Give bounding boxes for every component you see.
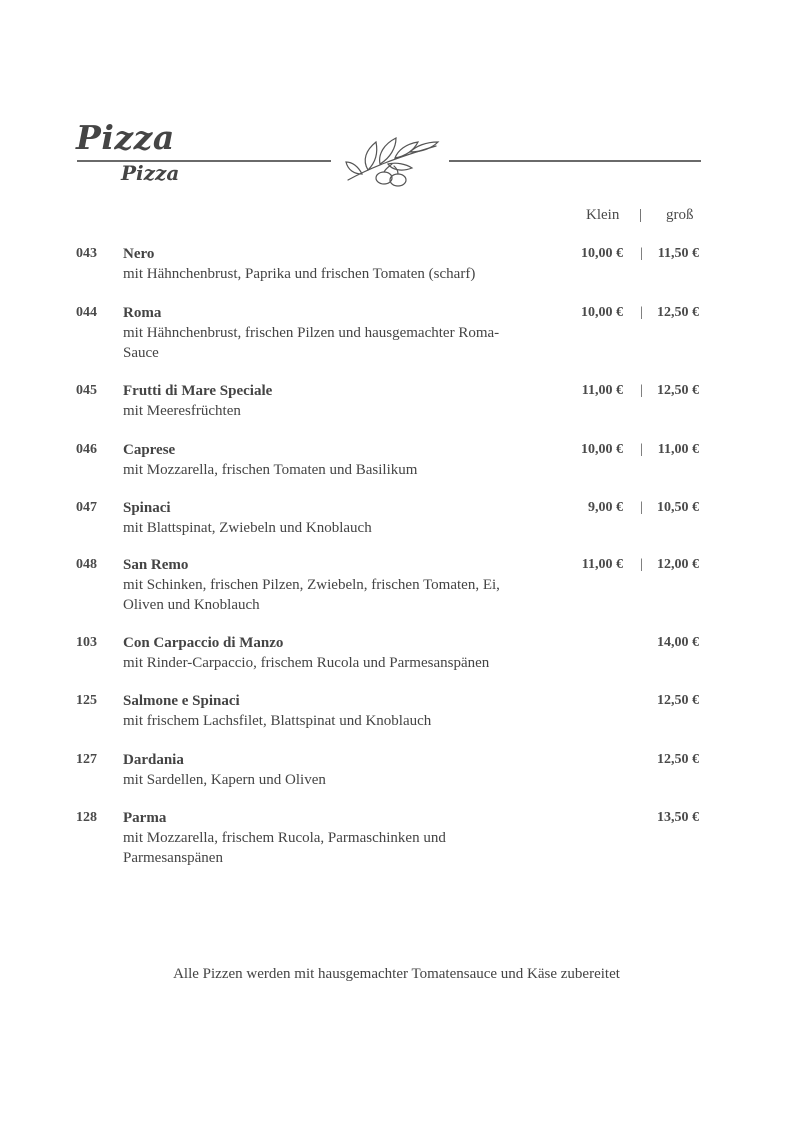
price-separator: | [640, 557, 643, 572]
price-separator: | [640, 383, 643, 398]
price-gross: 12,50 € [657, 305, 699, 320]
item-description: mit Meeresfrüchten [123, 403, 241, 419]
item-number: 127 [76, 752, 97, 767]
item-name: Roma [123, 305, 162, 321]
header-rule-right [449, 160, 701, 162]
price-klein: 10,00 € [581, 305, 623, 320]
item-number: 047 [76, 500, 97, 515]
item-number: 048 [76, 557, 97, 572]
price-gross: 11,50 € [657, 246, 699, 261]
column-header-separator: | [639, 207, 643, 223]
item-number: 128 [76, 810, 97, 825]
price-klein: 11,00 € [581, 383, 623, 398]
price-single: 12,50 € [657, 752, 699, 767]
item-name: Salmone e Spinaci [123, 693, 240, 709]
item-name: San Remo [123, 557, 189, 573]
item-name: Parma [123, 810, 167, 826]
item-number: 044 [76, 305, 97, 320]
item-description: mit Mozzarella, frischem Rucola, Parmaschinken und Parmesanspänen [123, 830, 446, 866]
price-separator: | [640, 305, 643, 320]
item-name: Nero [123, 246, 155, 262]
price-gross: 12,00 € [657, 557, 699, 572]
price-single: 12,50 € [657, 693, 699, 708]
price-gross: 10,50 € [657, 500, 699, 515]
item-description: mit Rinder-Carpaccio, frischem Rucola und Parmesanspänen [123, 655, 490, 671]
item-description: mit Mozzarella, frischen Tomaten und Basilikum [123, 462, 418, 478]
price-separator: | [640, 442, 643, 457]
column-header-klein: Klein [586, 207, 620, 223]
item-number: 043 [76, 246, 97, 261]
item-description: mit Blattspinat, Zwiebeln und Knoblauch [123, 520, 372, 536]
olive-branch-icon [340, 128, 444, 192]
item-description: mit Hähnchenbrust, frischen Pilzen und hausgemachter Roma-Sauce [123, 325, 500, 361]
price-klein: 11,00 € [581, 557, 623, 572]
price-separator: | [640, 246, 643, 261]
item-number: 103 [76, 635, 97, 650]
price-klein: 9,00 € [588, 500, 623, 515]
item-description: mit frischem Lachsfilet, Blattspinat und Knoblauch [123, 713, 432, 729]
price-klein: 10,00 € [581, 246, 623, 261]
footer-note: Alle Pizzen werden mit hausgemachter Tomatensauce und Käse zubereitet [173, 966, 620, 982]
item-number: 046 [76, 442, 97, 457]
price-klein: 10,00 € [581, 442, 623, 457]
column-header-gross: groß [666, 207, 694, 223]
section-subtitle: Pizza [121, 161, 180, 185]
price-gross: 12,50 € [657, 383, 699, 398]
item-number: 125 [76, 693, 97, 708]
item-name: Spinaci [123, 500, 171, 516]
item-name: Frutti di Mare Speciale [123, 383, 273, 399]
item-description: mit Sardellen, Kapern und Oliven [123, 772, 326, 788]
section-title: Pizza [76, 118, 175, 157]
item-description: mit Hähnchenbrust, Paprika und frischen Tomaten (scharf) [123, 266, 476, 282]
item-name: Caprese [123, 442, 176, 458]
price-separator: | [640, 500, 643, 515]
item-number: 045 [76, 383, 97, 398]
item-name: Dardania [123, 752, 184, 768]
item-description: mit Schinken, frischen Pilzen, Zwiebeln, frischen Tomaten, Ei, Oliven und Knoblauch [123, 577, 500, 613]
price-single: 14,00 € [657, 635, 699, 650]
header-rule-left [77, 160, 331, 162]
price-single: 13,50 € [657, 810, 699, 825]
price-gross: 11,00 € [657, 442, 699, 457]
item-name: Con Carpaccio di Manzo [123, 635, 284, 651]
